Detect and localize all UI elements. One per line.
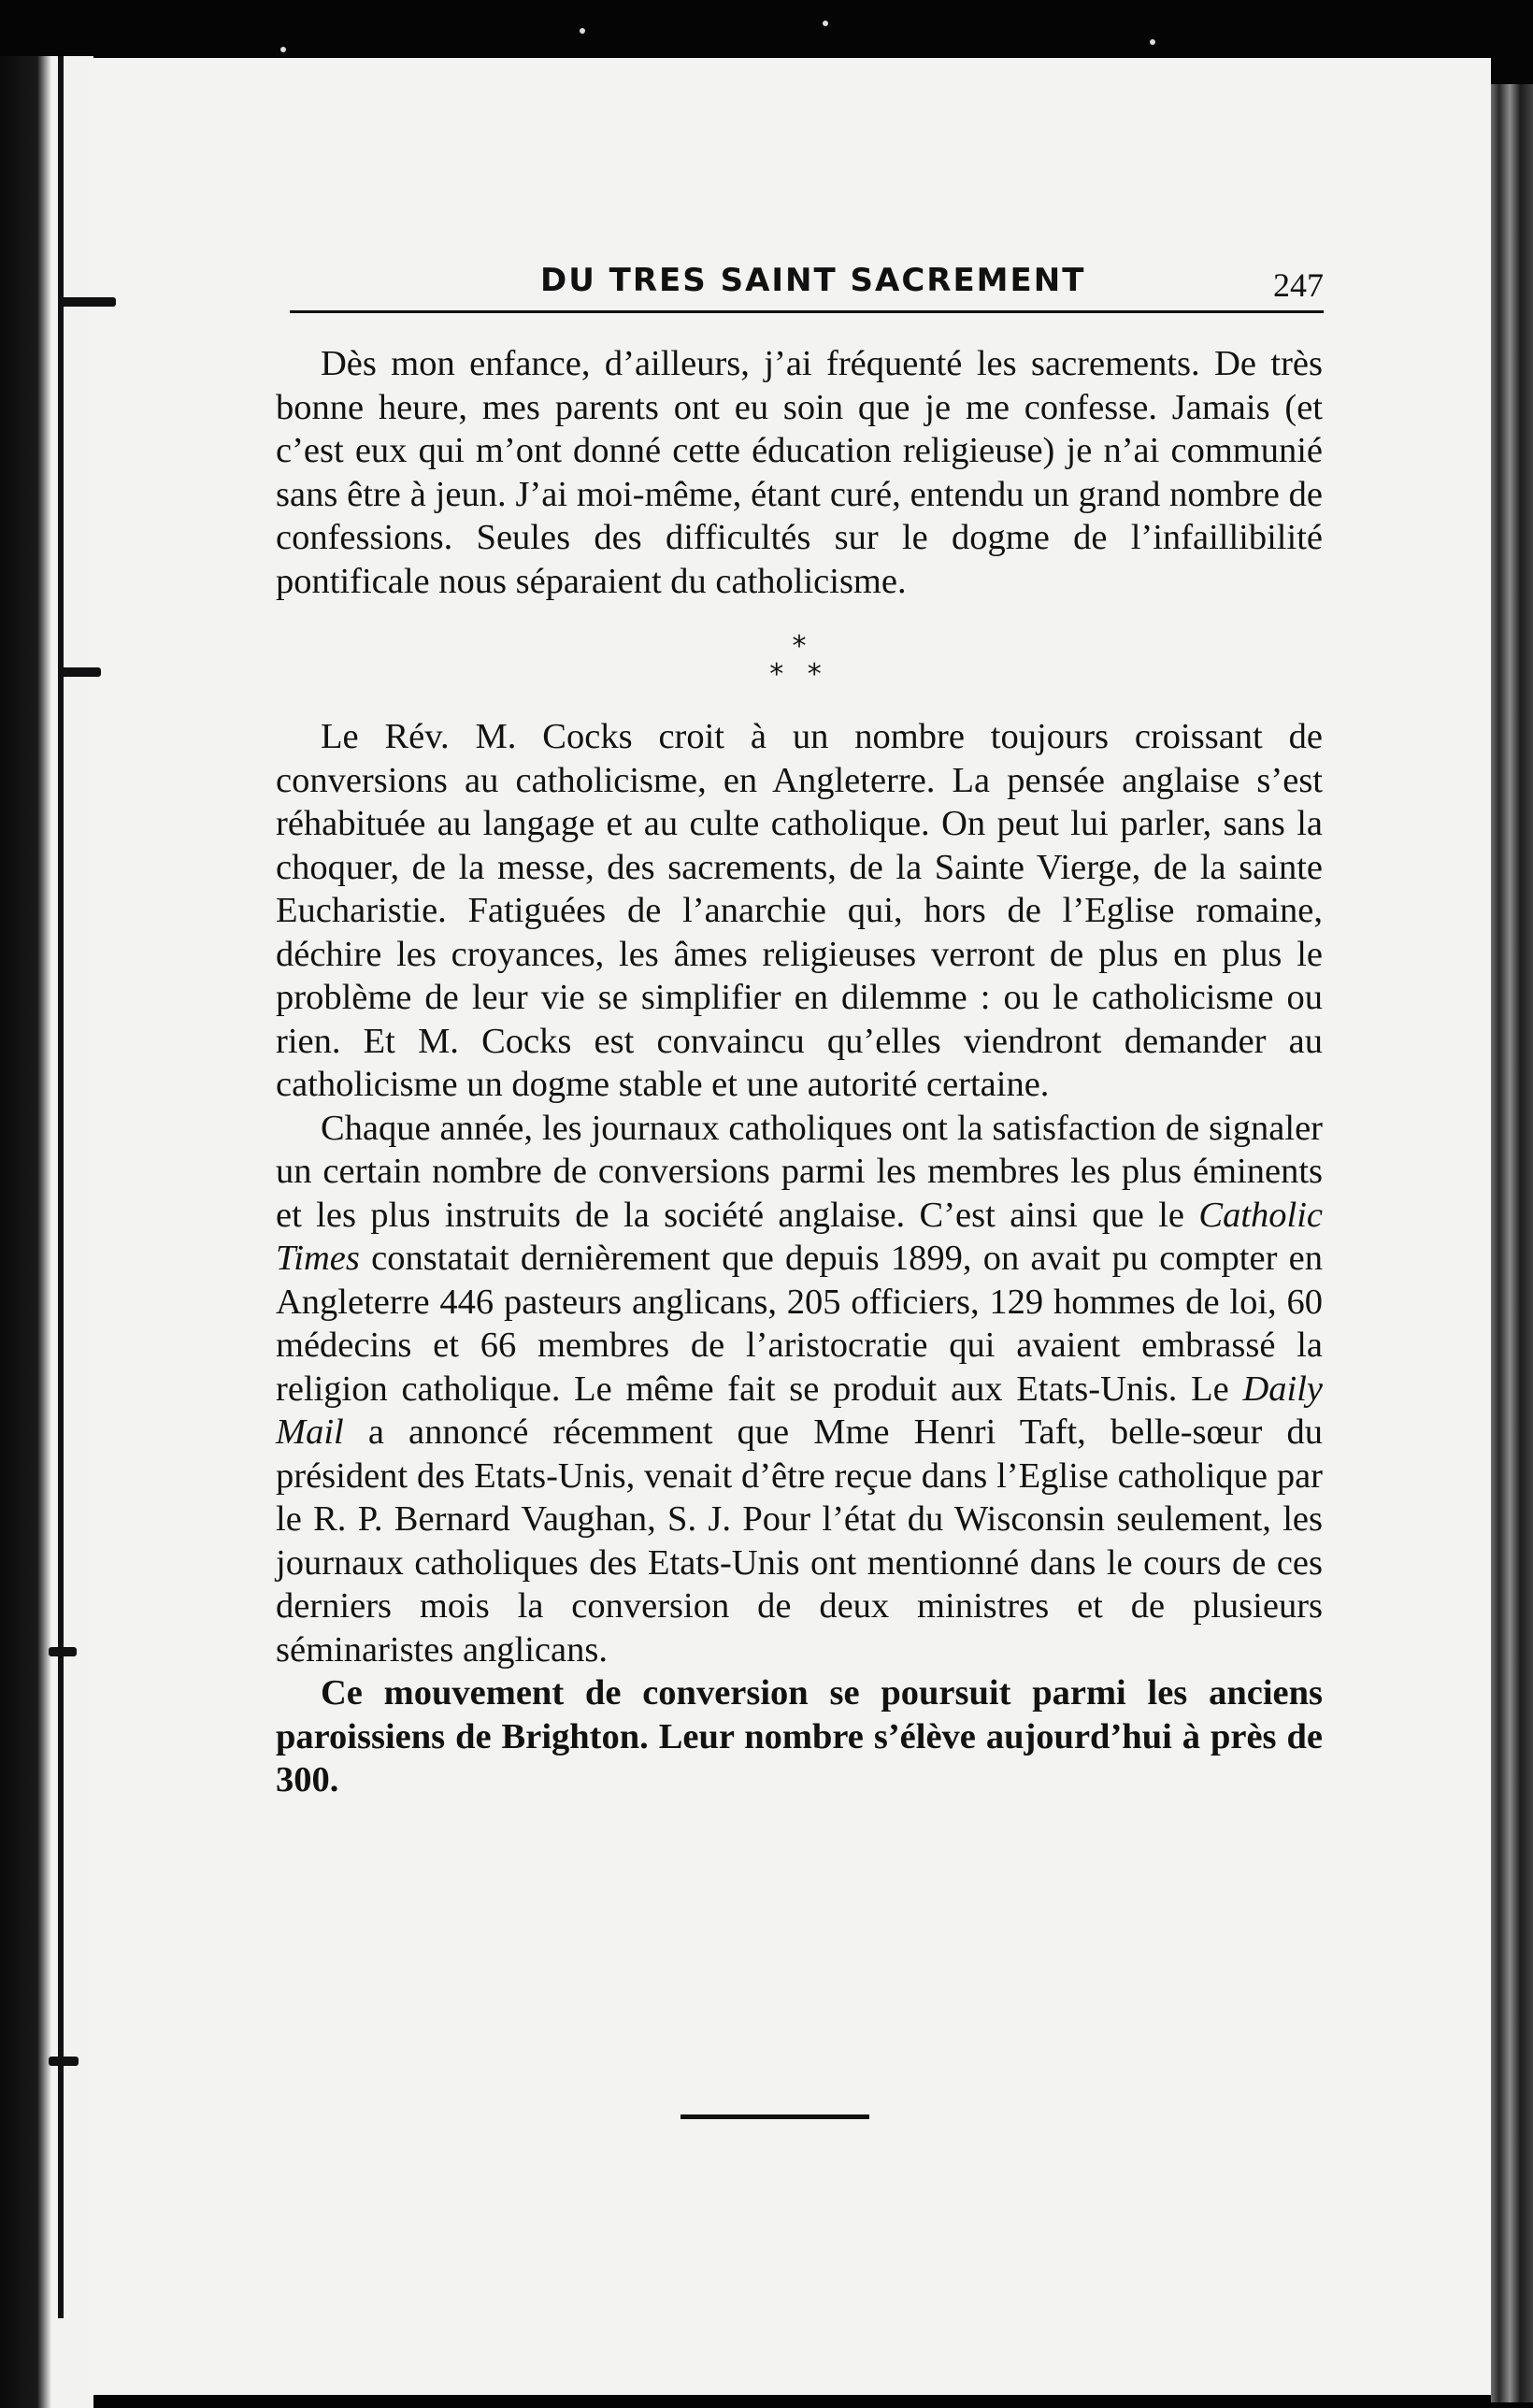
newspaper-title: Daily Mail <box>276 1369 1323 1452</box>
section-break-asterism <box>276 630 1323 691</box>
scan-dust <box>580 28 585 34</box>
page-number: 247 <box>1273 266 1324 304</box>
scan-dust <box>1150 39 1155 45</box>
book-gutter <box>0 56 93 2408</box>
newspaper-title: Catholic Times <box>276 1195 1323 1278</box>
page-body <box>276 342 1323 1802</box>
asterism-top: * <box>792 630 807 663</box>
asterism-bottom: * * <box>769 658 829 691</box>
end-rule <box>681 2114 869 2119</box>
running-title: DU TRES SAINT SACREMENT <box>540 262 1086 299</box>
paragraph-text: Chaque année, les journaux catholiques ont la satisfaction de signaler un certain nombre de conversions parmi les membres les plus éminents et les plus instruits de la société anglaise. C’est ainsi que le <box>276 1108 1323 1235</box>
page-stack-edge <box>1491 84 1533 2402</box>
paragraph <box>276 1107 1323 1672</box>
scan-dust <box>823 21 828 26</box>
header-rule <box>290 310 1324 313</box>
binding-stitch-line <box>58 56 64 2318</box>
binding-thread <box>49 1647 77 1656</box>
paragraph: Le Rév. M. Cocks croit à un nombre toujours croissant de conversions au catholicisme, en Angleterre. La pensée anglaise s’est réhabituée au langage et au culte catholique. On peut lui parler, sans la choquer, de la messe, des sacrements, de la Sainte Vierge, de la sainte Eucharistie. Fatiguées de l’anarchie qui, hors de l’Eglise romaine, déchire les croyances, les âmes religieuses verront de plus en plus le problème de leur vie se simplifier en dilemme : ou le catholicisme ou rien. Et M. Cocks est convaincu qu’elles viendront demander au catholicisme un dogme stable et une autorité certaine. <box>276 717 1323 1104</box>
binding-thread <box>58 667 101 677</box>
scan-dust <box>280 47 286 52</box>
paragraph: Ce mouvement de conversion se poursuit parmi les anciens paroissiens de Brighton. Leur nombre s’élève aujourd’hui à près de 300. <box>276 1673 1323 1799</box>
paragraph-text: a annoncé récemment que Mme Henri Taft, belle-sœur du président des Etats-Unis, venait d’être reçue dans l’Eglise catholique par le R. P. Bernard Vaughan, S. J. Pour l’état du Wisconsin seulement, les journaux catholiques des Etats-Unis ont mentionné dans le cours de ces derniers mois la conversion de deux ministres et de plusieurs séminaristes anglicans. <box>276 1412 1323 1670</box>
paragraph-text: constatait dernièrement que depuis 1899, on avait pu compter en Angleterre 446 pasteurs anglicans, 205 officiers, 129 hommes de loi, 60 médecins et 66 membres de l’aristocratie qui avaient embrassé la religion catholique. Le même fait se produit aux Etats-Unis. Le <box>276 1239 1323 1409</box>
page-header <box>288 262 1324 318</box>
binding-thread <box>58 297 116 307</box>
binding-thread <box>49 2057 79 2066</box>
paragraph: Dès mon enfance, d’ailleurs, j’ai fréquenté les sacrements. De très bonne heure, mes parents ont eu soin que je me confesse. Jamais (et c’est eux qui m’ont donné cette éducation religieuse) je n’ai communié sans être à jeun. J’ai moi-même, étant curé, entendu un grand nombre de confessions. Seules des difficultés sur le dogme de l’infaillibilité pontificale nous séparaient du catholicisme. <box>276 344 1323 601</box>
